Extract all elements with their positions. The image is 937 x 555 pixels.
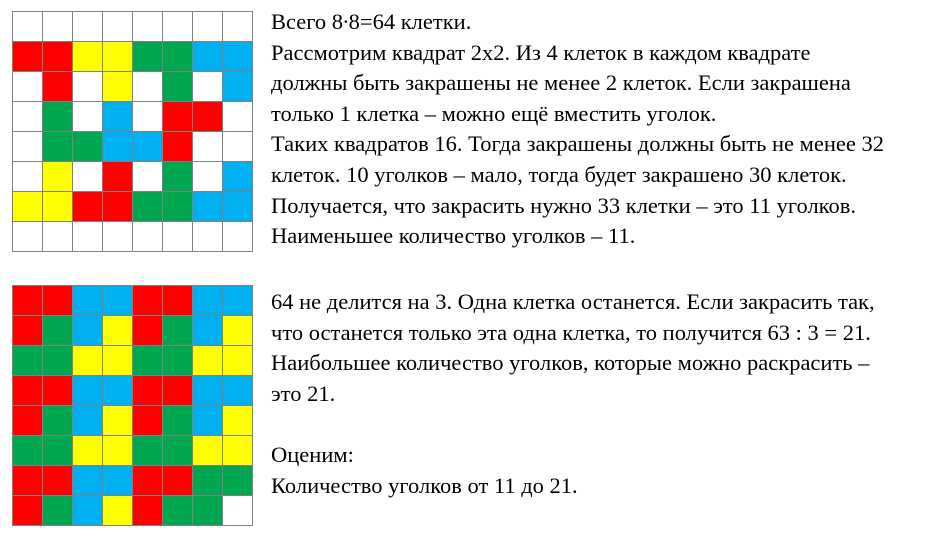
- grid-cell: [133, 162, 163, 192]
- grid-cell: [13, 346, 43, 376]
- grid-cell: [103, 466, 133, 496]
- text-bottom-line-4: это 21.: [271, 380, 336, 406]
- text-bottom-line-7: Количество уголков от 11 до 21.: [271, 472, 578, 498]
- grid-cell: [193, 406, 223, 436]
- grid-cell: [133, 222, 163, 252]
- grid-cell: [133, 406, 163, 436]
- grid-cell: [103, 102, 133, 132]
- grid-cell: [223, 222, 253, 252]
- grid-cell: [133, 286, 163, 316]
- grid-cell: [223, 496, 253, 526]
- grid-cell: [73, 42, 103, 72]
- grid-cell: [103, 12, 133, 42]
- grid-cell: [163, 406, 193, 436]
- grid-cell: [133, 12, 163, 42]
- grid-cell: [43, 42, 73, 72]
- grid-cell: [43, 102, 73, 132]
- grid-cell: [103, 192, 133, 222]
- grid-cell: [103, 346, 133, 376]
- grid-cell: [103, 72, 133, 102]
- grid-bottom: [12, 285, 253, 526]
- grid-cell: [73, 346, 103, 376]
- grid-cell: [13, 42, 43, 72]
- grid-cell: [193, 466, 223, 496]
- grid-cell: [223, 316, 253, 346]
- grid-cell: [13, 406, 43, 436]
- grid-cell: [133, 132, 163, 162]
- grid-cell: [43, 376, 73, 406]
- grid-cell: [103, 132, 133, 162]
- grid-cell: [73, 222, 103, 252]
- grid-cell: [73, 286, 103, 316]
- grid-cell: [163, 102, 193, 132]
- grid-cell: [73, 316, 103, 346]
- grid-cell: [13, 132, 43, 162]
- grid-cell: [133, 192, 163, 222]
- text-bottom-line-2: что останется только эта одна клетка, то получится 63 : 3 = 21.: [271, 319, 871, 345]
- grid-cell: [133, 496, 163, 526]
- text-bottom-line-1: 64 не делится на 3. Одна клетка останется. Если закрасить так,: [271, 289, 875, 314]
- grid-cell: [133, 316, 163, 346]
- grid-cell: [73, 132, 103, 162]
- grid-cell: [13, 12, 43, 42]
- grid-cell: [73, 162, 103, 192]
- grid-cell: [13, 222, 43, 252]
- grid-cell: [193, 436, 223, 466]
- grid-cell: [223, 162, 253, 192]
- grid-cell: [43, 496, 73, 526]
- text-bottom-line-3: Наибольшее количество уголков, которые можно раскрасить –: [271, 350, 870, 376]
- grid-cell: [223, 12, 253, 42]
- grid-cell: [133, 436, 163, 466]
- grid-cell: [43, 316, 73, 346]
- text-top-line-5: Таких квадратов 16. Тогда закрашены должны быть не менее 32: [271, 131, 885, 157]
- grid-cell: [223, 376, 253, 406]
- grid-cell: [193, 12, 223, 42]
- grid-cell: [43, 72, 73, 102]
- grid-cell: [73, 192, 103, 222]
- grid-cell: [163, 316, 193, 346]
- grid-cell: [43, 162, 73, 192]
- grid-cell: [163, 222, 193, 252]
- text-top-line-6: клеток. 10 уголков – мало, тогда будет закрашено 30 клеток.: [271, 161, 847, 187]
- grid-cell: [13, 162, 43, 192]
- grid-cell: [193, 496, 223, 526]
- grid-cell: [73, 496, 103, 526]
- grid-cell: [73, 376, 103, 406]
- grid-cell: [73, 406, 103, 436]
- text-top-line-2: Рассмотрим квадрат 2х2. Из 4 клеток в каждом квадрате: [271, 39, 811, 65]
- grid-cell: [163, 436, 193, 466]
- grid-cell: [103, 436, 133, 466]
- grid-cell: [163, 72, 193, 102]
- grid-cell: [223, 102, 253, 132]
- grid-cell: [43, 406, 73, 436]
- grid-cell: [103, 286, 133, 316]
- grid-cell: [13, 72, 43, 102]
- grid-cell: [163, 346, 193, 376]
- grid-cell: [13, 376, 43, 406]
- grid-cell: [13, 192, 43, 222]
- grid-cell: [73, 102, 103, 132]
- grid-cell: [193, 132, 223, 162]
- grid-cell: [223, 346, 253, 376]
- text-bottom-line-5: [271, 409, 875, 440]
- grid-cell: [133, 102, 163, 132]
- grid-cell: [43, 346, 73, 376]
- text-top-line-4: только 1 клетка – можно ещё вместить уголок.: [271, 100, 717, 126]
- grid-cell: [193, 192, 223, 222]
- text-top-line-3: должны быть закрашены не менее 2 клеток. Если закрашена: [271, 70, 851, 96]
- grid-cell: [133, 72, 163, 102]
- grid-cell: [43, 192, 73, 222]
- grid-cell: [73, 466, 103, 496]
- text-bottom-line-6: Оценим:: [271, 441, 354, 467]
- text-top-line-8: Наименьшее количество уголков – 11.: [271, 223, 636, 249]
- grid-cell: [223, 132, 253, 162]
- grid-cell: [133, 466, 163, 496]
- grid-cell: [163, 466, 193, 496]
- grid-cell: [43, 222, 73, 252]
- grid-cell: [133, 376, 163, 406]
- text-bottom: [271, 287, 875, 501]
- grid-cell: [193, 162, 223, 192]
- grid-top: [12, 11, 253, 252]
- grid-cell: [133, 346, 163, 376]
- grid-cell: [103, 316, 133, 346]
- grid-cell: [43, 132, 73, 162]
- grid-cell: [163, 192, 193, 222]
- grid-cell: [193, 72, 223, 102]
- grid-cell: [103, 222, 133, 252]
- grid-cell: [103, 496, 133, 526]
- grid-cell: [43, 286, 73, 316]
- grid-cell: [133, 42, 163, 72]
- grid-cell: [103, 42, 133, 72]
- grid-cell: [193, 102, 223, 132]
- grid-cell: [163, 376, 193, 406]
- grid-cell: [13, 316, 43, 346]
- grid-cell: [73, 72, 103, 102]
- grid-cell: [103, 406, 133, 436]
- grid-cell: [163, 12, 193, 42]
- grid-cell: [73, 436, 103, 466]
- grid-cell: [223, 406, 253, 436]
- grid-cell: [73, 12, 103, 42]
- grid-cell: [103, 162, 133, 192]
- grid-cell: [193, 42, 223, 72]
- grid-cell: [223, 286, 253, 316]
- grid-cell: [13, 436, 43, 466]
- grid-cell: [223, 192, 253, 222]
- grid-cell: [43, 12, 73, 42]
- grid-cell: [193, 286, 223, 316]
- text-top-line-7: Получается, что закрасить нужно 33 клетки – это 11 уголков.: [271, 192, 856, 218]
- grid-cell: [163, 496, 193, 526]
- grid-cell: [13, 466, 43, 496]
- grid-cell: [163, 132, 193, 162]
- grid-cell: [193, 346, 223, 376]
- grid-cell: [163, 286, 193, 316]
- grid-cell: [13, 102, 43, 132]
- grid-cell: [163, 42, 193, 72]
- grid-cell: [223, 42, 253, 72]
- grid-cell: [193, 376, 223, 406]
- text-top: [271, 7, 884, 252]
- text-top-line-1: Всего 8∙8=64 клетки.: [271, 9, 472, 34]
- grid-cell: [163, 162, 193, 192]
- grid-cell: [193, 222, 223, 252]
- grid-cell: [223, 72, 253, 102]
- grid-cell: [223, 466, 253, 496]
- grid-cell: [43, 466, 73, 496]
- grid-cell: [13, 496, 43, 526]
- grid-cell: [193, 316, 223, 346]
- grid-cell: [43, 436, 73, 466]
- grid-cell: [223, 436, 253, 466]
- grid-cell: [103, 376, 133, 406]
- grid-cell: [13, 286, 43, 316]
